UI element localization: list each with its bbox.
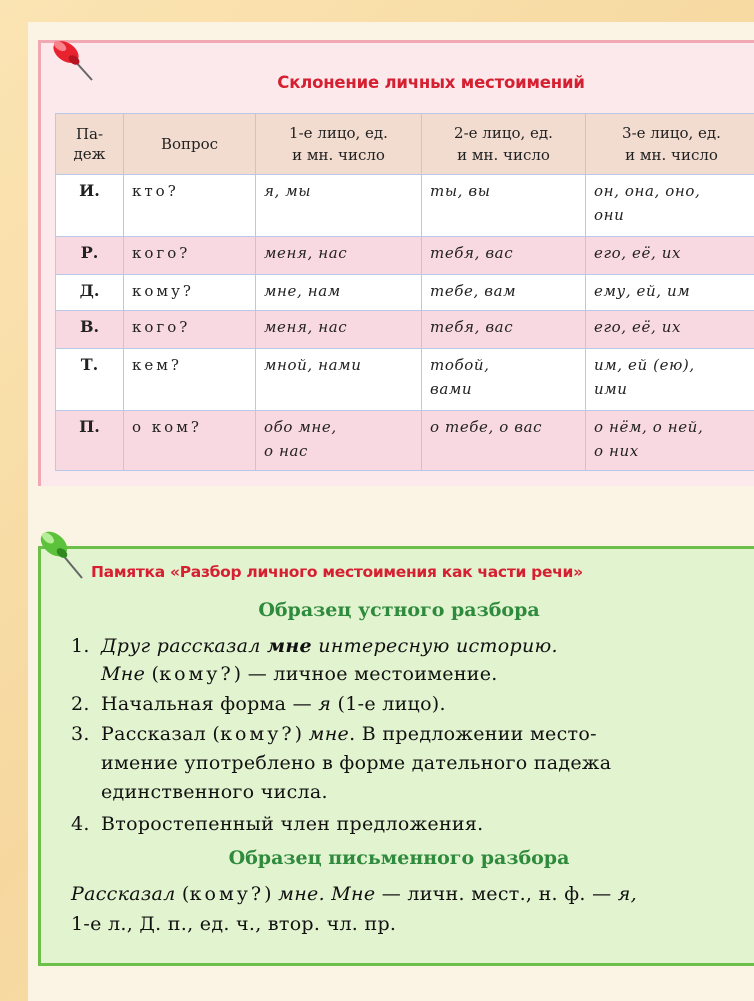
item-pronoun: мне [267, 635, 312, 657]
question-cell: кто? [124, 175, 256, 237]
item-text: Друг рассказал [101, 635, 268, 657]
written-pronoun: я, [617, 883, 637, 905]
table-row [56, 411, 754, 471]
second-person-cell: тебе, вам [422, 275, 586, 311]
red-pushpin-icon [46, 38, 98, 84]
item-number: 4. [71, 813, 90, 835]
item-text: ) — личное местоимение. [233, 663, 498, 685]
written-question: кому? [189, 883, 265, 905]
green-pushpin-icon [32, 528, 88, 582]
first-person-cell: я, мы [256, 175, 422, 237]
case-cell: И. [56, 175, 124, 237]
third-person-cell: его, её, их [586, 311, 754, 349]
header-third-person: 3-е лицо, ед. и мн. число [586, 114, 754, 175]
case-cell: П. [56, 411, 124, 471]
memo-item-3-line-2: имение употреблено в форме дательного падежа [101, 752, 612, 774]
item-text: ( [145, 663, 160, 685]
third-person-cell: он, она, оно, они [586, 175, 754, 237]
declension-panel [38, 40, 754, 486]
first-person-cell: мне, нам [256, 275, 422, 311]
memo-item-3 [71, 723, 597, 745]
written-analysis-line-1 [71, 883, 637, 905]
memo-item-4 [71, 813, 484, 835]
table-row [56, 237, 754, 275]
table-row [56, 275, 754, 311]
question-cell: кому? [124, 275, 256, 311]
question-cell: кого? [124, 237, 256, 275]
memo-item-3-line-3: единственного числа. [101, 781, 328, 803]
table-row [56, 349, 754, 411]
item-pronoun: Мне [101, 663, 146, 685]
question-cell: кого? [124, 311, 256, 349]
second-person-cell: тебя, вас [422, 237, 586, 275]
item-question: кому? [159, 663, 234, 685]
question-cell: кем? [124, 349, 256, 411]
third-person-cell: о нём, о ней, о них [586, 411, 754, 471]
table-row [56, 311, 754, 349]
table-title: Склонение личных местоимений [277, 73, 585, 92]
declension-table [55, 113, 754, 471]
item-text: Рассказал ( [101, 723, 221, 745]
case-cell: Т. [56, 349, 124, 411]
memo-item-1-line-2 [101, 663, 498, 685]
item-text: Начальная форма — [101, 693, 319, 715]
third-person-cell: ему, ей, им [586, 275, 754, 311]
first-person-cell: меня, нас [256, 311, 422, 349]
table-row [56, 175, 754, 237]
item-number: 1. [71, 635, 90, 657]
case-cell: Д. [56, 275, 124, 311]
memo-item-2 [71, 693, 446, 715]
item-text: ) [294, 723, 309, 745]
third-person-cell: его, её, их [586, 237, 754, 275]
written-analysis-line-2: 1-е л., Д. п., ед. ч., втор. чл. пр. [71, 913, 397, 935]
written-pronoun: мне. Мне [278, 883, 376, 905]
written-text: Рассказал [71, 883, 176, 905]
item-text: интересную историю. [311, 635, 558, 657]
second-person-cell: тобой, вами [422, 349, 586, 411]
first-person-cell: обо мне, о нас [256, 411, 422, 471]
second-person-cell: тебя, вас [422, 311, 586, 349]
memo-item-1 [71, 635, 558, 657]
item-question: кому? [220, 723, 295, 745]
written-text: ) [264, 883, 279, 905]
table-header-row [56, 114, 754, 175]
header-second-person: 2-е лицо, ед. и мн. число [422, 114, 586, 175]
first-person-cell: меня, нас [256, 237, 422, 275]
item-number: 2. [71, 693, 90, 715]
written-text: ( [175, 883, 190, 905]
written-analysis-heading: Образец письменного разбора [228, 847, 570, 869]
case-cell: Р. [56, 237, 124, 275]
header-question: Вопрос [124, 114, 256, 175]
second-person-cell: ты, вы [422, 175, 586, 237]
header-first-person: 1-е лицо, ед. и мн. число [256, 114, 422, 175]
item-pronoun: я [318, 693, 332, 715]
first-person-cell: мной, нами [256, 349, 422, 411]
case-cell: В. [56, 311, 124, 349]
oral-analysis-heading: Образец устного разбора [258, 599, 540, 621]
memo-panel [38, 546, 754, 966]
question-cell: о ком? [124, 411, 256, 471]
item-pronoun: мне [308, 723, 350, 745]
item-text: (1-е лицо). [331, 693, 446, 715]
header-case: Па- деж [56, 114, 124, 175]
item-text: Второстепенный член предложения. [101, 813, 484, 835]
written-text: — личн. мест., н. ф. — [375, 883, 618, 905]
item-number: 3. [71, 723, 90, 745]
memo-title: Памятка «Разбор личного местоимения как части речи» [91, 563, 583, 581]
third-person-cell: им, ей (ею), ими [586, 349, 754, 411]
item-text: . В предложении место- [349, 723, 597, 745]
second-person-cell: о тебе, о вас [422, 411, 586, 471]
